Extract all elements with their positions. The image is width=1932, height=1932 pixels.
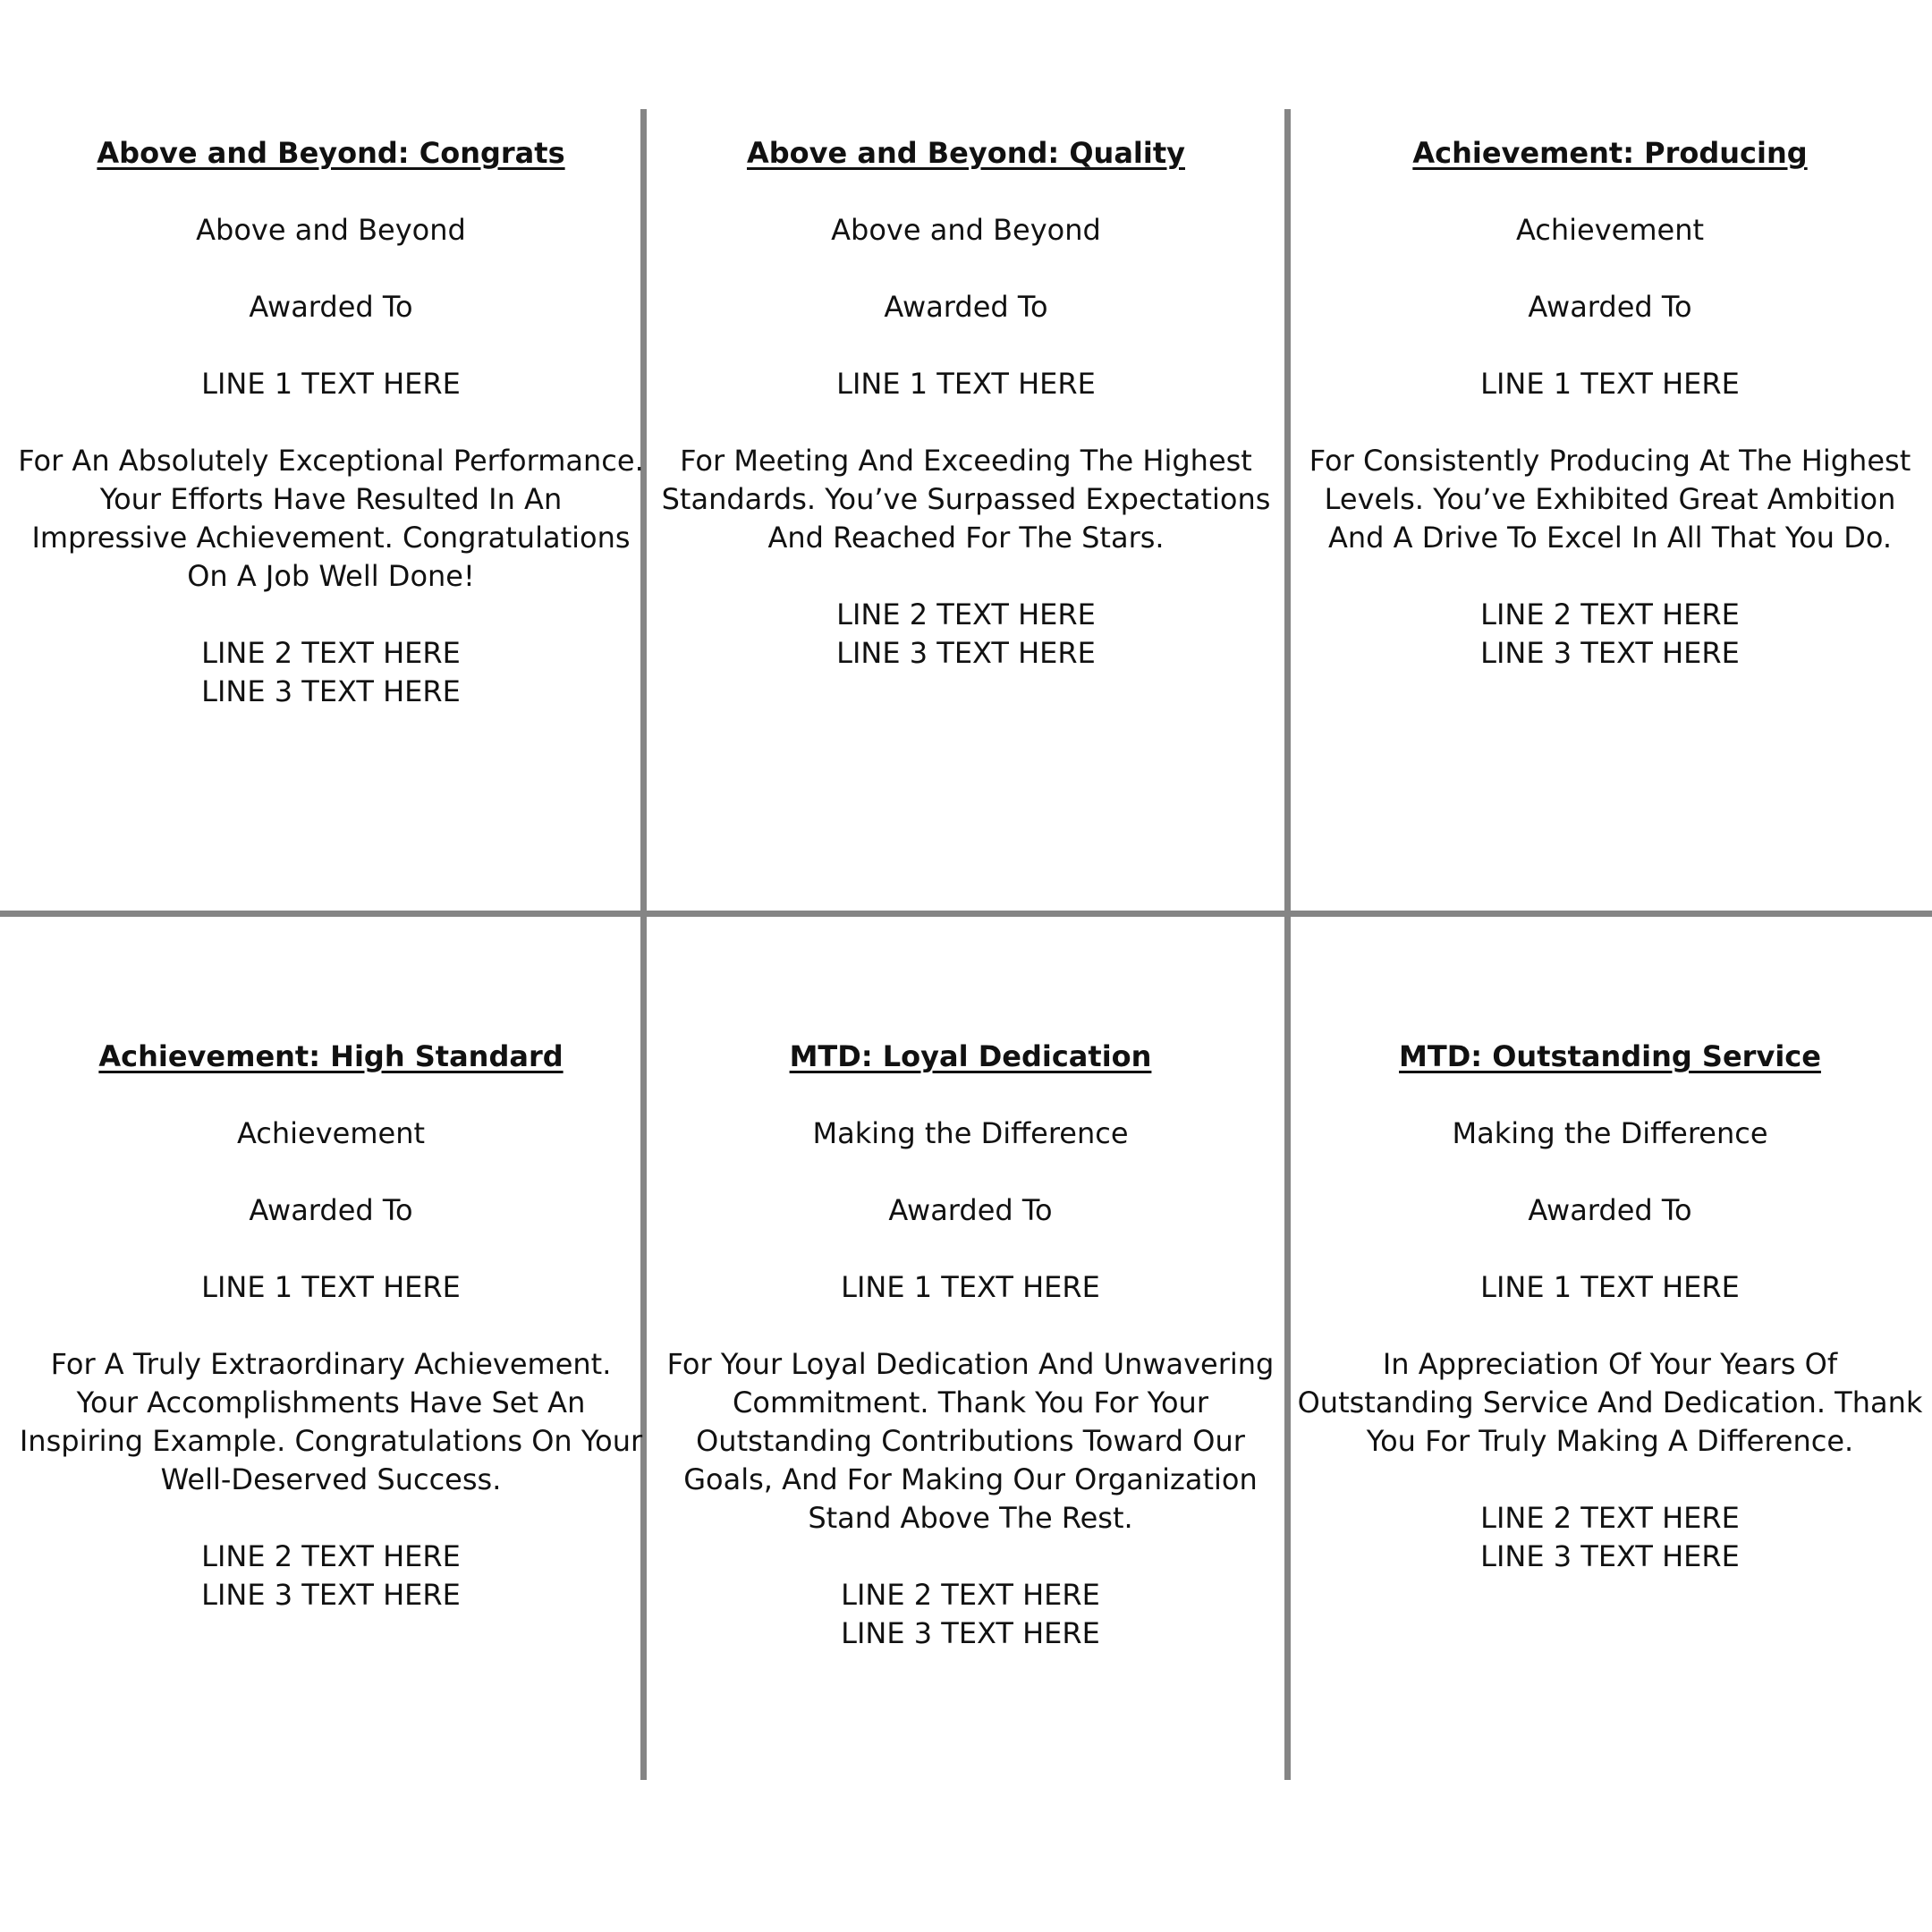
award-card-above-beyond-congrats (18, 134, 644, 711)
award-card-mtd-loyal-dedication (657, 1038, 1284, 1653)
line-2-placeholder: LINE 2 TEXT HERE (841, 1578, 1100, 1612)
line-2-placeholder: LINE 2 TEXT HERE (201, 636, 461, 670)
award-body-text: In Appreciation Of Your Years Of Outstanding Service And Dedication. Thank You For Truly Making A Difference. (1297, 1347, 1923, 1458)
signature-lines (18, 634, 644, 711)
award-name: Making the Difference (1452, 1116, 1768, 1150)
horizontal-divider (0, 911, 1932, 917)
award-card-achievement-producing (1297, 134, 1923, 673)
award-body-text: For A Truly Extraordinary Achievement. Your Accomplishments Have Set An Inspiring Example. Congratulations On Your Well-Deserved Success. (19, 1347, 643, 1496)
award-card-above-beyond-quality (653, 134, 1279, 673)
award-name: Achievement (1515, 213, 1705, 247)
line-3-placeholder: LINE 3 TEXT HERE (841, 1616, 1100, 1650)
signature-lines (657, 1576, 1284, 1653)
line-2-placeholder: LINE 2 TEXT HERE (836, 597, 1096, 631)
award-body-text: For Consistently Producing At The Highest Levels. You’ve Exhibited Great Ambition And A Drive To Excel In All That You Do. (1309, 444, 1911, 555)
signature-lines (18, 1538, 644, 1614)
line-3-placeholder: LINE 3 TEXT HERE (201, 674, 461, 708)
award-body-text: For Your Loyal Dedication And Unwavering Commitment. Thank You For Your Outstanding Contributions Toward Our Goals, And For Making Our Organization Stand Above The Rest. (666, 1347, 1275, 1535)
awarded-to-label: Awarded To (1528, 290, 1692, 324)
line-1-placeholder: LINE 1 TEXT HERE (836, 367, 1096, 401)
line-1-placeholder: LINE 1 TEXT HERE (841, 1270, 1100, 1304)
line-1-placeholder: LINE 1 TEXT HERE (201, 1270, 461, 1304)
awarded-to-label: Awarded To (1528, 1193, 1692, 1227)
line-2-placeholder: LINE 2 TEXT HERE (1480, 597, 1740, 631)
card-heading: Achievement: High Standard (98, 1039, 564, 1073)
line-1-placeholder: LINE 1 TEXT HERE (1480, 367, 1740, 401)
award-card-mtd-outstanding-service (1297, 1038, 1923, 1576)
card-heading: Above and Beyond: Congrats (97, 136, 565, 170)
signature-lines (1297, 596, 1923, 673)
card-heading: Above and Beyond: Quality (746, 136, 1185, 170)
award-card-achievement-high-standard (18, 1038, 644, 1614)
line-3-placeholder: LINE 3 TEXT HERE (836, 636, 1096, 670)
card-heading: Achievement: Producing (1412, 136, 1808, 170)
line-2-placeholder: LINE 2 TEXT HERE (201, 1539, 461, 1573)
line-1-placeholder: LINE 1 TEXT HERE (1480, 1270, 1740, 1304)
line-2-placeholder: LINE 2 TEXT HERE (1480, 1501, 1740, 1535)
awarded-to-label: Awarded To (249, 290, 413, 324)
awarded-to-label: Awarded To (888, 1193, 1053, 1227)
award-name: Above and Beyond (196, 213, 466, 247)
award-name: Making the Difference (812, 1116, 1129, 1150)
awarded-to-label: Awarded To (884, 290, 1048, 324)
card-heading: MTD: Outstanding Service (1399, 1039, 1821, 1073)
line-3-placeholder: LINE 3 TEXT HERE (1480, 1539, 1740, 1573)
signature-lines (1297, 1499, 1923, 1576)
awarded-to-label: Awarded To (249, 1193, 413, 1227)
signature-lines (653, 596, 1279, 673)
line-1-placeholder: LINE 1 TEXT HERE (201, 367, 461, 401)
line-3-placeholder: LINE 3 TEXT HERE (1480, 636, 1740, 670)
award-name: Achievement (236, 1116, 426, 1150)
card-heading: MTD: Loyal Dedication (789, 1039, 1152, 1073)
award-name: Above and Beyond (831, 213, 1101, 247)
line-3-placeholder: LINE 3 TEXT HERE (201, 1578, 461, 1612)
award-body-text: For Meeting And Exceeding The Highest Standards. You’ve Surpassed Expectations And Reached For The Stars. (661, 444, 1271, 555)
vertical-divider-right (1284, 109, 1291, 1780)
award-body-text: For An Absolutely Exceptional Performance. Your Efforts Have Resulted In An Impressive Achievement. Congratulations On A Job Well Done! (18, 444, 644, 593)
